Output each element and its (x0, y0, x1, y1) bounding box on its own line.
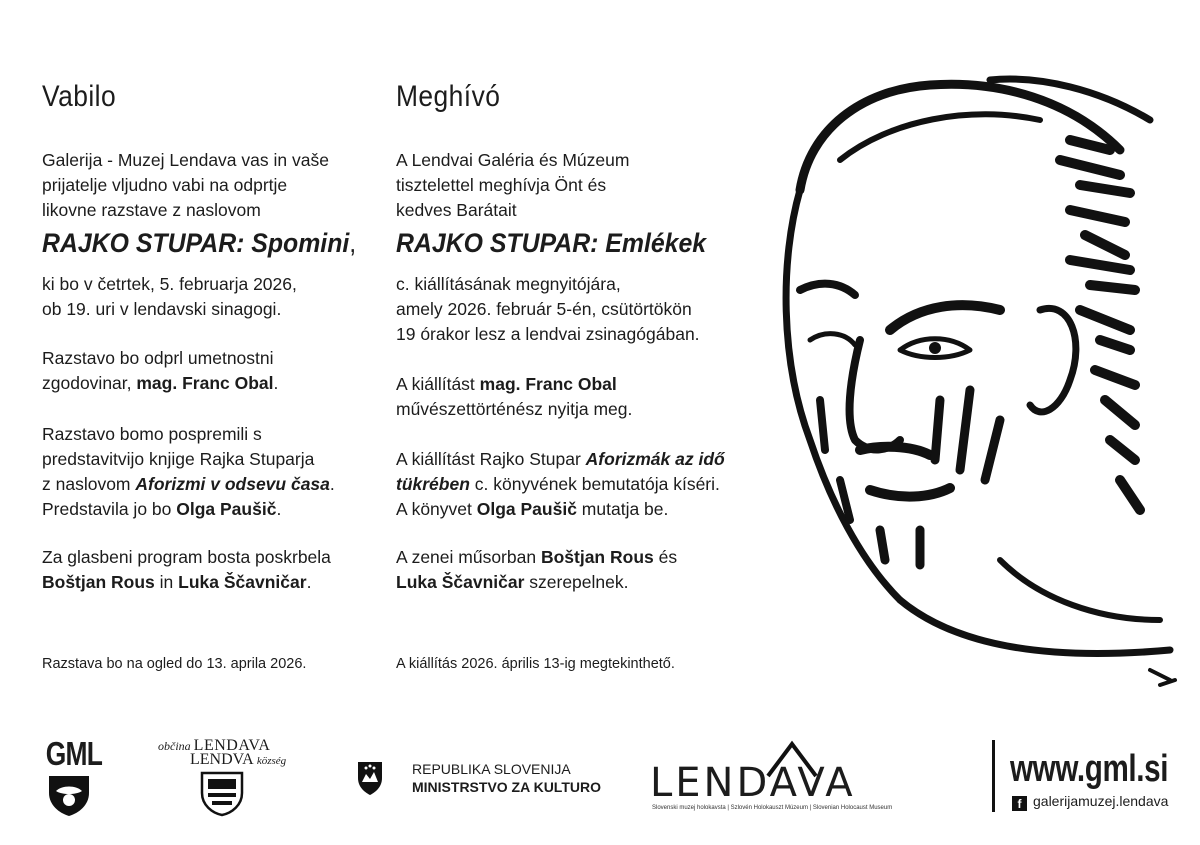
music-pre: A zenei műsorban (396, 547, 541, 567)
intro-line: A Lendvai Galéria és Múzeum (396, 150, 630, 170)
intro-line: Galerija - Muzej Lendava vas in vaše (42, 150, 329, 170)
music-post: és (653, 547, 678, 567)
when-line: 19 órakor lesz a lendvai zsinagógában. (396, 324, 700, 344)
presenter-name: Olga Paušič (476, 499, 577, 519)
hungarian-when (396, 272, 700, 347)
intro-line: prijatelje vljudno vabi na odprtje (42, 175, 288, 195)
opening-line: művészettörténész nyitja meg. (396, 399, 633, 419)
book-title: Aforizmi v odsevu časa (135, 474, 330, 494)
facebook-link[interactable] (1012, 793, 1168, 811)
book-pre: A kiállítást Rajko Stupar (396, 449, 586, 469)
footer-divider (992, 740, 995, 812)
ministry-logo[interactable] (356, 760, 601, 801)
portrait-sketch (740, 60, 1200, 720)
ministry-line1: REPUBLIKA SLOVENIJA (412, 761, 571, 777)
book-line (396, 497, 725, 522)
title-suffix: , (349, 228, 357, 258)
opening-line (42, 371, 278, 396)
book-title: tükrében (396, 474, 470, 494)
hungarian-music (396, 545, 677, 595)
coat-of-arms-icon (200, 771, 244, 817)
music-post: . (306, 572, 312, 592)
shield-icon (46, 773, 92, 817)
hungarian-intro (396, 148, 629, 223)
brow-stroke (890, 305, 1000, 330)
hungarian-heading: Meghívó (396, 80, 501, 113)
musician-name: Luka Ščavničar (178, 572, 307, 592)
slovenian-exhibition-title (42, 228, 356, 259)
slovenian-when (42, 272, 297, 322)
music-mid: in (154, 572, 179, 592)
facebook-icon: f (1012, 796, 1027, 811)
when-line: amely 2026. február 5-én, csütörtökön (396, 299, 692, 319)
museum-caption: Slovenski muzej holokavsta | Szlovén Holokauszt Múzeum | Slovenian Holocaust Museum (652, 805, 893, 811)
slovenian-heading: Vabilo (42, 80, 117, 113)
slovenia-coat-icon (356, 760, 384, 796)
hair-stroke (840, 114, 1040, 160)
title-text: RAJKO STUPAR: Spomini (42, 228, 350, 258)
musician-name: Luka Ščavničar (396, 572, 525, 592)
musician-name: Boštjan Rous (42, 572, 155, 592)
opener-name: mag. Franc Obal (136, 373, 274, 393)
jaw-stroke (1000, 560, 1160, 620)
lendava-small1: občina (158, 739, 191, 753)
book-line (396, 472, 725, 497)
lendava-small2: község (256, 755, 287, 767)
music-line (42, 570, 331, 595)
brow-stroke (800, 284, 855, 295)
music-post: szerepelnek. (524, 572, 629, 592)
music-line (396, 570, 677, 595)
musician-name: Boštjan Rous (540, 547, 654, 567)
opening-line (396, 372, 632, 397)
lendava-name: LENDAVA (193, 737, 271, 754)
hungarian-closing: A kiállítás 2026. április 13-ig megtekinthető. (396, 656, 675, 672)
ear-stroke (1030, 308, 1076, 411)
gml-logo-text: GML (45, 735, 103, 772)
opening-pre: A kiállítást (396, 374, 480, 394)
book-title: Aforizmák az idő (585, 449, 725, 469)
when-line: c. kiállításának megnyitójára, (396, 274, 621, 294)
eye-stroke (810, 334, 855, 345)
book-line: predstavitvijo knjige Rajka Stuparja (42, 449, 315, 469)
music-line (396, 545, 677, 570)
slovenian-music (42, 545, 331, 595)
music-line: Za glasbeni program bosta poskrbela (42, 547, 331, 567)
book-pre: z naslovom (42, 474, 136, 494)
lendava-municipality-logo[interactable] (158, 737, 288, 817)
hungarian-exhibition-title: RAJKO STUPAR: Emlékek (396, 228, 707, 258)
lendva-line (190, 751, 288, 769)
book-line: Razstavo bomo pospremili s (42, 424, 262, 444)
cheek-stroke (935, 390, 1000, 480)
book-line (396, 447, 725, 472)
slovenian-book (42, 422, 335, 522)
presenter-name: Olga Paušič (176, 499, 277, 519)
lendva-name: LENDVA (190, 751, 253, 768)
opening-pre: zgodovinar, (42, 373, 137, 393)
pupil (929, 342, 941, 354)
hungarian-book (396, 447, 725, 522)
facebook-handle: galerijamuzej.lendava (1033, 793, 1169, 809)
intro-line: likovne razstave z naslovom (42, 200, 261, 220)
book-post: c. könyvének bemutatója kíséri. (469, 474, 720, 494)
opener-name: mag. Franc Obal (479, 374, 617, 394)
presenter-pre: Predstavila jo bo (42, 499, 177, 519)
book-line (42, 497, 335, 522)
when-line: ki bo v četrtek, 5. februarja 2026, (42, 274, 297, 294)
website-link[interactable]: www.gml.si (1010, 748, 1169, 790)
slovenian-closing: Razstava bo na ogled do 13. aprila 2026. (42, 656, 307, 672)
opening-post: . (273, 373, 279, 393)
intro-line: tisztelettel meghívja Önt és (396, 175, 607, 195)
chin-stroke (880, 530, 920, 565)
book-post: . (329, 474, 335, 494)
intro-line: kedves Barátait (396, 200, 517, 220)
presenter-pre: A könyvet (396, 499, 477, 519)
slovenian-intro (42, 148, 329, 223)
nose-stroke (850, 340, 900, 449)
presenter-post: . (276, 499, 282, 519)
opening-line: Razstavo bo odprl umetnostni (42, 348, 274, 368)
nose-stroke (860, 447, 930, 455)
when-line: ob 19. uri v lendavski sinagogi. (42, 299, 282, 319)
museum-wordmark: LENDAVA (650, 760, 856, 806)
signature-mark (1150, 670, 1175, 685)
gml-logo[interactable] (40, 735, 103, 822)
ministry-text (412, 760, 601, 796)
hungarian-opening (396, 372, 632, 422)
mouth-stroke (870, 488, 950, 497)
presenter-post: mutatja be. (576, 499, 669, 519)
ministry-line2: MINISTRSTVO ZA KULTURO (412, 779, 601, 795)
slovenian-opening (42, 346, 278, 396)
book-line (42, 472, 335, 497)
jaw-stroke (900, 600, 1170, 653)
